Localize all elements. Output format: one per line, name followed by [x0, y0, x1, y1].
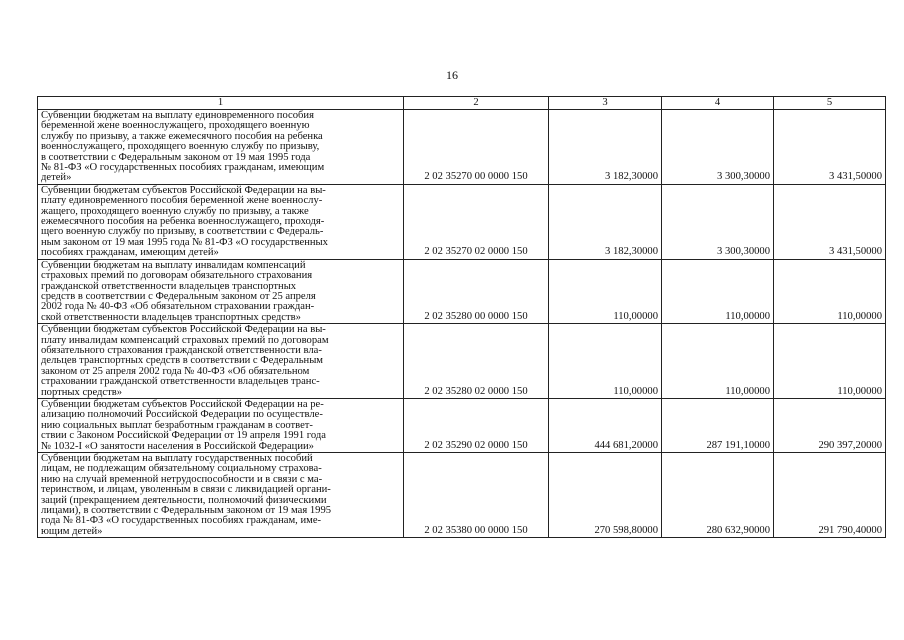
amount-year-3: 291 790,40000 — [774, 453, 886, 538]
amount-year-1: 110,00000 — [549, 324, 662, 399]
budget-code: 2 02 35280 00 0000 150 — [404, 259, 549, 323]
amount-year-2: 3 300,30000 — [662, 110, 774, 185]
table-row — [38, 110, 886, 185]
row-description — [38, 398, 404, 452]
budget-table — [37, 96, 886, 538]
amount-year-1: 444 681,20000 — [549, 398, 662, 452]
description-line: № 81-ФЗ «О государственных пособиях гражданам, имеющим — [41, 162, 325, 174]
description-line: плату единовременного пособия беременной жене военнослу- — [41, 195, 323, 207]
description-line: года № 81-ФЗ «О государственных пособиях гражданам, име- — [41, 515, 322, 527]
description-line: заций (прекращением деятельности, полномочий физическими — [41, 494, 327, 506]
table-body — [38, 110, 886, 538]
description-line: лицам, не подлежащим обязательному социальному страхова- — [41, 463, 322, 475]
row-description — [38, 184, 404, 259]
description-line: нию социальных выплат безработным гражданам в соответ- — [41, 419, 313, 431]
amount-year-2: 110,00000 — [662, 259, 774, 323]
description-line: нию на случай временной нетрудоспособности и в связи с ма- — [41, 473, 323, 485]
column-header: 4 — [662, 97, 774, 110]
description-line: ющим детей» — [41, 525, 103, 537]
table-row — [38, 398, 886, 452]
description-line: службу по призыву, а также ежемесячного пособия на ребенка — [41, 130, 323, 142]
description-line: ализацию полномочий Российской Федерации по осуществле- — [41, 409, 323, 421]
column-header: 1 — [38, 97, 404, 110]
description-line: беременной жене военнослужащего, проходящего военную — [41, 120, 310, 132]
description-line: № 1032-I «О занятости населения в Российской Федерации» — [41, 440, 314, 452]
amount-year-3: 110,00000 — [774, 259, 886, 323]
table-row — [38, 324, 886, 399]
description-line: щего военную службу по призыву, в соответствии с Федераль- — [41, 226, 324, 238]
description-line: Субвенции бюджетам на выплату государственных пособий — [41, 453, 313, 464]
amount-year-2: 110,00000 — [662, 324, 774, 399]
description-line: в соответствии с Федеральным законом от 19 мая 1995 года — [41, 151, 311, 163]
amount-year-3: 3 431,50000 — [774, 184, 886, 259]
table-row — [38, 259, 886, 323]
description-line: гражданской ответственности владельцев транспортных — [41, 280, 297, 292]
description-line: страховых премий по договорам обязательного страхования — [41, 270, 313, 282]
description-line: военнослужащего, проходящего военную службу по призыву, — [41, 141, 320, 153]
description-line: Субвенции бюджетам на выплату инвалидам компенсаций — [41, 259, 306, 271]
description-line: дельцев транспортных средств в соответствии с Федеральным — [41, 355, 324, 367]
amount-year-1: 110,00000 — [549, 259, 662, 323]
description-line: ным законом от 19 мая 1995 года № 81-ФЗ «О государственных — [41, 236, 328, 248]
budget-code: 2 02 35280 02 0000 150 — [404, 324, 549, 399]
amount-year-1: 3 182,30000 — [549, 184, 662, 259]
description-line: законом от 25 апреля 2002 года № 40-ФЗ «Об обязательном — [41, 365, 310, 377]
row-description — [38, 110, 404, 185]
amount-year-1: 3 182,30000 — [549, 110, 662, 185]
amount-year-1: 270 598,80000 — [549, 453, 662, 538]
page-number: 16 — [446, 68, 458, 82]
description-line: портных средств» — [41, 386, 123, 398]
description-line: ствии с Законом Российской Федерации от 19 апреля 1991 года — [41, 430, 326, 442]
description-line: детей» — [41, 172, 72, 184]
amount-year-2: 280 632,90000 — [662, 453, 774, 538]
description-line: Субвенции бюджетам на выплату единовременного пособия — [41, 110, 314, 121]
row-description — [38, 453, 404, 538]
budget-code: 2 02 35380 00 0000 150 — [404, 453, 549, 538]
amount-year-3: 290 397,20000 — [774, 398, 886, 452]
description-line: ской ответственности владельцев транспортных средств» — [41, 311, 301, 323]
description-line: Субвенции бюджетам субъектов Российской Федерации на вы- — [41, 324, 326, 336]
header-row — [38, 97, 886, 110]
column-header: 3 — [549, 97, 662, 110]
amount-year-3: 110,00000 — [774, 324, 886, 399]
budget-code: 2 02 35290 02 0000 150 — [404, 398, 549, 452]
row-description — [38, 259, 404, 323]
column-header: 5 — [774, 97, 886, 110]
amount-year-3: 3 431,50000 — [774, 110, 886, 185]
description-line: Субвенции бюджетам субъектов Российской Федерации на вы- — [41, 184, 326, 196]
description-line: пособиях гражданам, имеющим детей» — [41, 247, 219, 259]
table-row — [38, 184, 886, 259]
row-description — [38, 324, 404, 399]
description-line: 2002 года № 40-ФЗ «Об обязательном страховании граждан- — [41, 301, 315, 313]
description-line: страховании гражданской ответственности владельцев транс- — [41, 376, 320, 388]
description-line: жащего, проходящего военную службу по призыву, а также — [41, 205, 309, 217]
amount-year-2: 3 300,30000 — [662, 184, 774, 259]
budget-code: 2 02 35270 02 0000 150 — [404, 184, 549, 259]
description-line: лицами), в соответствии с Федеральным законом от 19 мая 1995 — [41, 505, 332, 517]
description-line: обязательного страхования гражданской ответственности вла- — [41, 344, 322, 356]
description-line: теринством, и лицам, уволенным в связи с ликвидацией органи- — [41, 484, 331, 496]
description-line: ежемесячного пособия на ребенка военнослужащего, проходя- — [41, 216, 325, 228]
table-row — [38, 453, 886, 538]
budget-code: 2 02 35270 00 0000 150 — [404, 110, 549, 185]
description-line: плату инвалидам компенсаций страховых премий по договорам — [41, 334, 329, 346]
column-header: 2 — [404, 97, 549, 110]
description-line: Субвенции бюджетам субъектов Российской Федерации на ре- — [41, 398, 324, 410]
amount-year-2: 287 191,10000 — [662, 398, 774, 452]
description-line: средств в соответствии с Федеральным законом от 25 апреля — [41, 290, 316, 302]
